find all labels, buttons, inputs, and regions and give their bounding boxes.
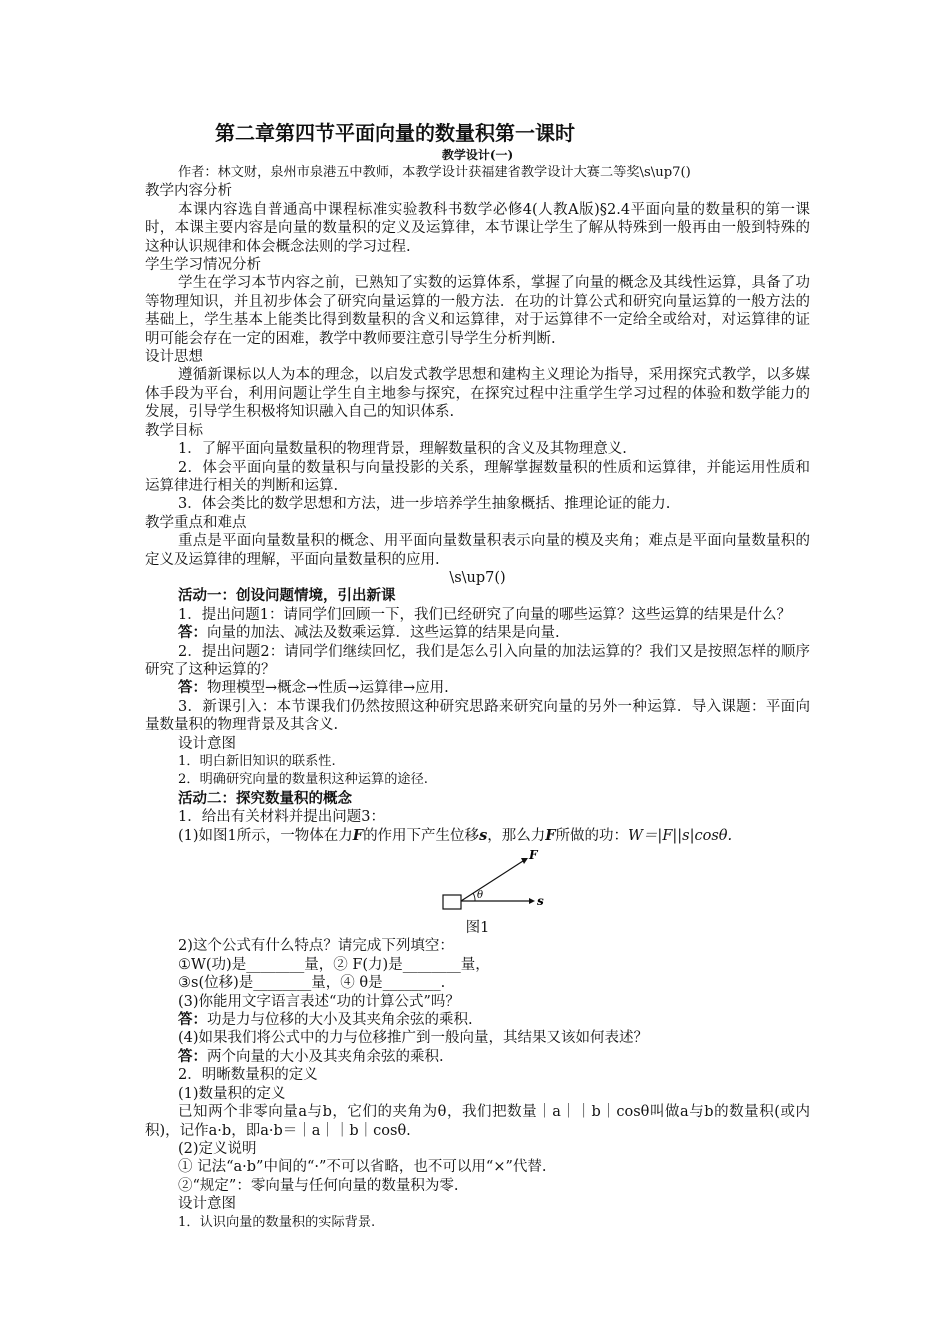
design-idea-text: 遵循新课标以人为本的理念，以启发式教学思想和建构主义理论为指导，采用探究式教学，以多媒体手段为平台，利用问题让学生自主地参与探究，在探究过程中注重学生学习过程的体验和数学能力的发展，引导学生积极将知识融入自己的知识体系. (145, 367, 810, 421)
heading-content-analysis: 教学内容分析 (145, 183, 232, 200)
activity1-heading: 活动一：创设问题情境，引出新课 (178, 588, 396, 605)
text-segment: 的作用下产生位移 (363, 827, 480, 844)
activity1-intent-heading: 设计意图 (178, 735, 236, 752)
goal-item: 1．了解平面向量数量积的物理背景，理解数量积的含义及其物理意义. (178, 441, 627, 458)
content-analysis-text: 本课内容选自普通高中课程标准实验教科书数学必修4(人教A版)§2.4平面向量的数量积的第一课时，本课主要内容是向量的数量积的定义及运算律，本节课让学生了解从特殊到一般再由一般到特殊的这种认识规律和体会概念法则的学习过程. (145, 201, 810, 255)
explain-heading: (2)定义说明 (178, 1140, 257, 1157)
figure-caption: 图1 (465, 920, 490, 937)
fill-blank-line: ③s(位移)是________量，④ θ是________. (178, 975, 446, 992)
activity1-question2: 2．提出问题2：请同学们继续回忆，我们是怎么引入向量的加法运算的？我们又是按照怎样的顺序研究了这种运算的？ (145, 643, 810, 678)
author-line: 作者：林文财，泉州市泉港五中教师，本教学设计获福建省教学设计大赛二等奖\s\up7() (178, 165, 691, 180)
activity1-answer2 (145, 679, 810, 697)
answer-text: 两个向量的大小及其夹角余弦的乘积. (207, 1048, 444, 1065)
activity2-answer4 (145, 1048, 810, 1066)
key-points-text: 重点是平面向量数量积的概念、用平面向量数量积表示向量的模及夹角；难点是平面向量数量积的定义及运算律的理解，平面向量数量积的应用. (145, 533, 810, 568)
force-label: F (529, 849, 538, 863)
answer-label: 答： (178, 1047, 207, 1065)
object-box (443, 895, 461, 909)
text-segment: (1)如图1所示，一物体在力 (178, 827, 353, 844)
definition-text: 已知两个非零向量a与b，它们的夹角为θ，我们把数量｜a｜｜b｜cosθ叫做a与b的数量积(或内积)，记作a·b，即a·b＝｜a｜｜b｜cosθ. (145, 1104, 810, 1139)
activity1-intent-item: 1．明白新旧知识的联系性. (178, 754, 336, 769)
document-page (145, 118, 810, 1232)
heading-student-analysis: 学生学习情况分析 (145, 257, 261, 274)
page-subtitle: 教学设计(一) (441, 148, 514, 162)
student-analysis-text: 学生在学习本节内容之前，已熟知了实数的运算体系，掌握了向量的概念及其线性运算，具备了功等物理知识，并且初步体会了研究向量运算的一般方法．在功的计算公式和研究向量运算的一般方法的基础上，学生基本上能类比得到数量积的含义和运算律，对于运算律不一定给全或给对，对运算律的证明可能会存在一定的困难，教学中教师要注意引导学生分析判断. (145, 275, 810, 347)
activity1-answer1 (145, 624, 810, 642)
vector-F: F (545, 826, 556, 844)
force-arrow (461, 861, 523, 901)
activity2-answer3 (145, 1011, 810, 1029)
answer-text: 功是力与位移的大小及其夹角余弦的乘积. (207, 1012, 473, 1029)
activity2-intent-item: 1．认识向量的数量积的实际背景. (178, 1214, 376, 1230)
heading-key-points: 教学重点和难点 (145, 514, 247, 531)
explain-item: ① 记法“a·b”中间的“·”不可以省略，也不可以用“×”代替. (178, 1159, 547, 1176)
activity1-question3: 3．新课引入：本节课我们仍然按照这种研究思路来研究向量的另外一种运算．导入课题：平面向量数量积的物理背景及其含义. (145, 698, 810, 734)
heading-goals: 教学目标 (145, 422, 203, 439)
page-title: 第二章第四节平面向量的数量积第一课时 (215, 121, 575, 145)
theta-label: θ (477, 890, 484, 902)
text-segment: 所做的功： (555, 827, 629, 844)
activity1-question1: 1．提出问题1：请同学们回顾一下，我们已经研究了向量的哪些运算？这些运算的结果是什么？ (178, 606, 791, 623)
goal-item: 2．体会平面向量的数量积与向量投影的关系，理解掌握数量积的性质和运算律，并能运用性质和运算律进行相关的判断和运算. (145, 459, 810, 494)
activity2-question2: 2)这个公式有什么特点？请完成下列填空： (178, 938, 454, 955)
activity2-question3: (3)你能用文字语言表述“功的计算公式”吗？ (178, 993, 460, 1010)
force-displacement-diagram (441, 849, 561, 917)
vector-F: F (352, 826, 364, 844)
answer-text: 向量的加法、减法及数乘运算．这些运算的结果是向量. (207, 625, 560, 642)
answer-label: 答： (178, 1011, 207, 1029)
answer-text: 物理模型→概念→性质→运算律→应用. (207, 680, 449, 697)
work-formula: W＝|F||s|cosθ. (628, 827, 733, 844)
definition-heading: 2．明晰数量积的定义 (178, 1067, 318, 1084)
activity2-work-formula-line (145, 827, 810, 845)
explain-item: ②“规定”：零向量与任何向量的数量积为零. (178, 1177, 459, 1194)
figure-1 (145, 849, 810, 919)
fill-blank-line: ①W(功)是________量，② F(力)是________量， (178, 956, 490, 973)
definition-subheading: (1)数量积的定义 (178, 1085, 286, 1102)
activity1-intent-item: 2．明确研究向量的数量积这种运算的途径. (178, 772, 428, 788)
displacement-label: s (537, 894, 544, 909)
activity2-question4: (4)如果我们将公式中的力与位移推广到一般向量，其结果又该如何表述？ (178, 1030, 649, 1047)
activity2-intent-heading: 设计意图 (178, 1196, 236, 1213)
text-segment: ，那么力 (487, 827, 546, 844)
answer-label: 答： (178, 679, 207, 697)
section-marker: \s\up7() (449, 569, 506, 586)
vector-s: s (479, 826, 488, 844)
angle-arc (473, 893, 475, 901)
heading-design-idea: 设计思想 (145, 349, 203, 366)
activity2-heading: 活动二：探究数量积的概念 (178, 790, 352, 807)
displacement-arrowhead (529, 898, 535, 904)
answer-label: 答： (178, 624, 207, 642)
goal-item: 3．体会类比的数学思想和方法，进一步培养学生抽象概括、推理论证的能力. (178, 496, 671, 513)
activity2-item1: 1．给出有关材料并提出问题3： (178, 809, 385, 826)
